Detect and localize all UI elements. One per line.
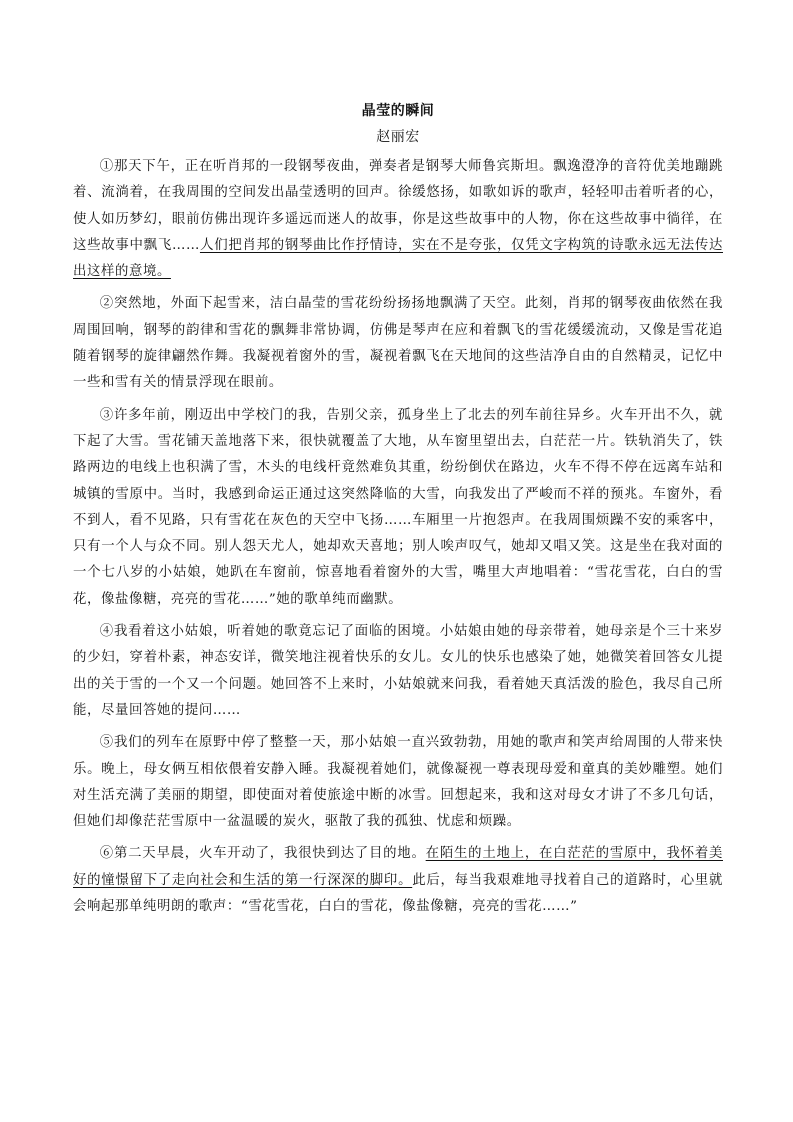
paragraph-5 [73,730,723,835]
document-page [73,100,723,926]
paragraph-text: ④我看着这小姑娘，听着她的歌竟忘记了面临的困境。小姑娘由她的母亲带着，她母亲是个三十来岁的少妇，穿着朴素，神态安详，微笑地注视着快乐的女儿。女儿的快乐也感染了她，她微笑着回答女儿提出的关于雪的一个又一个问题。她回答不上来时，小姑娘就来问我，看着她天真活泼的脸色，我尽自己所能，尽量回答她的提问…… [73,624,723,718]
paragraph-text: ②突然地，外面下起雪来，洁白晶莹的雪花纷纷扬扬地飘满了天空。此刻，肖邦的钢琴夜曲依然在我周围回响，钢琴的韵律和雪花的飘舞非常协调，仿佛是琴声在应和着飘飞的雪花缓缓流动，又像是雪花追随着钢琴的旋律翩然作舞。我凝视着窗外的雪，凝视着飘飞在天地间的这些洁净自由的自然精灵，记忆中一些和雪有关的情景浮现在眼前。 [73,296,723,391]
paragraph-text: ⑤我们的列车在原野中停了整整一天，那小姑娘一直兴致勃勃，用她的歌声和笑声给周围的人带来快乐。晚上，母女俩互相依偎着安静入睡。我凝视着她们，就像凝视一尊表现母爱和童真的美妙雕塑。她们对生活充满了美丽的期望，即使面对着使旅途中断的冰雪。回想起来，我和这对母女才讲了不多几句话，但她们却像茫茫雪原中一盆温暖的炭火，驱散了我的孤独、忧虑和烦躁。 [73,735,723,830]
essay-author: 赵丽宏 [376,129,420,145]
paragraph-6 [73,841,723,920]
paragraph-4 [73,619,723,724]
underlined-sentence: 在陌生的土地上，在白茫茫的雪原中，我怀着美好的憧憬留下了走向社会和生活的第一行深深的脚印。 [73,846,723,888]
paragraph-text: 此后，每当我艰难地寻找着自己的道路时，心里就会响起那单纯明朗的歌声：“雪花雪花，白白的雪花，像盐像糖，亮亮的雪花……” [73,872,723,915]
paragraph-1 [73,154,723,285]
paragraph-2 [73,291,723,396]
paragraph-text: ③许多年前，刚迈出中学校门的我，告别父亲，孤身坐上了北去的列车前往异乡。火车开出不久，就下起了大雪。雪花铺天盖地落下来，很快就覆盖了大地，从车窗里望出去，白茫茫一片。铁轨消失了，铁路两边的电线上也积满了雪，木头的电线杆竟然难负其重，纷纷倒伏在路边，火车不得不停在远离车站和城镇的雪原中。当时，我感到命运正通过这突然降临的大雪，向我发出了严峻而不祥的预兆。车窗外，看不到人，看不见路，只有雪花在灰色的天空中飞扬……车厢里一片抱怨声。在我周围烦躁不安的乘客中，只有一个人与众不同。别人怨天尤人，她却欢天喜地；别人唉声叹气，她却又唱又笑。这是坐在我对面的一个七八岁的小姑娘，她趴在车窗前，惊喜地看着窗外的大雪，嘴里大声地唱着：“雪花雪花，白白的雪花，像盐像糖，亮亮的雪花……”她的歌单纯而幽默。 [73,407,723,607]
paragraph-3 [73,403,723,613]
paragraph-text: ⑥第二天早晨，火车开动了，我很快到达了目的地。 [99,846,426,862]
underlined-sentence: 人们把肖邦的钢琴曲比作抒情诗，实在不是夸张，仅凭文字构筑的诗歌永远无法传达出这样的意境。 [73,237,723,280]
paragraph-text: ①那天下午，正在听肖邦的一段钢琴夜曲，弹奏者是钢琴大师鲁宾斯坦。飘逸澄净的音符优美地蹦跳着、流淌着，在我周围的空间发出晶莹透明的回声。徐缓悠扬，如歌如诉的歌声，轻轻叩击着听者的心，使人如历梦幻，眼前仿佛出现许多遥远而迷人的故事，你是这些故事中的人物，你在这些故事中徜徉，在这些故事中飘飞…… [73,159,723,253]
essay-title: 晶莹的瞬间 [361,103,435,119]
